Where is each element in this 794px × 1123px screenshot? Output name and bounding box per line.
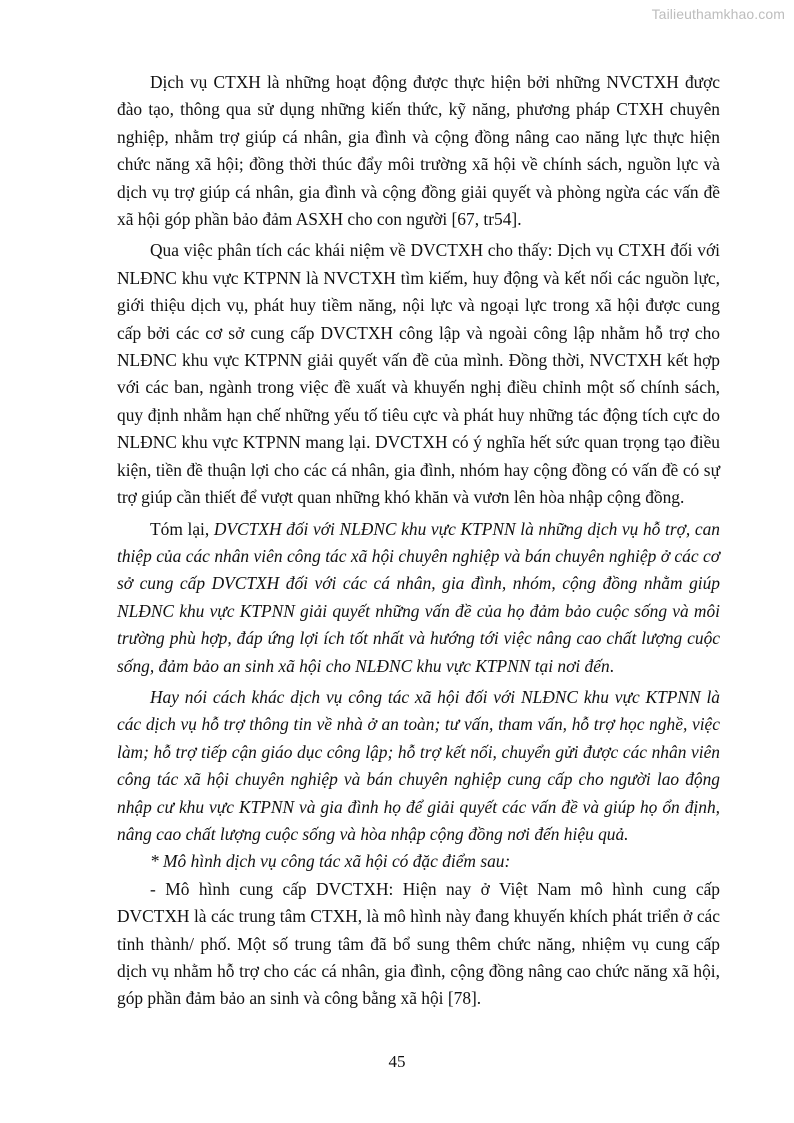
paragraph-text: - Mô hình cung cấp DVCTXH: Hiện nay ở Việt Nam mô hình cung cấp DVCTXH là các trung tâm CTXH, là mô hình này đang khuyến khích phát triển ở các tỉnh thành/ phố. Một số trung tâm đã bổ sung thêm chức năng, nhiệm vụ cung cấp dịch vụ nhằm hỗ trợ cho các cá nhân, gia đình, cộng đồng nâng cao chức năng xã hội, góp phần đảm bảo an sinh và công bằng xã hội [78]. xyxy=(117,878,720,1009)
paragraph-model-heading xyxy=(117,848,720,875)
paragraph-dvctxh-definition xyxy=(117,69,720,233)
paragraph-italic-text: * Mô hình dịch vụ công tác xã hội có đặc điểm sau: xyxy=(150,851,511,872)
paragraph-text: Qua việc phân tích các khái niệm về DVCTXH cho thấy: Dịch vụ CTXH đối với NLĐNC khu vực KTPNN là NVCTXH tìm kiếm, huy động và kết nối các nguồn lực, giới thiệu dịch vụ, phát huy tiềm năng, nội lực và ngoại lực trong xã hội được cung cấp bởi các cơ sở cung cấp DVCTXH công lập và ngoài công lập nhằm hỗ trợ cho NLĐNC khu vực KTPNN giải quyết vấn đề của mình. Đồng thời, NVCTXH kết hợp với các ban, ngành trong việc đề xuất và khuyến nghị điều chỉnh một số chính sách, quy định nhằm hạn chế những yếu tố tiêu cực và phát huy những tác động tích cực do NLĐNC khu vực KTPNN mang lại. DVCTXH có ý nghĩa hết sức quan trọng tạo điều kiện, tiền đề thuận lợi cho các cá nhân, gia đình, nhóm hay cộng đồng có vấn đề có sự trợ giúp cần thiết để vượt quan những khó khăn và vươn lên hòa nhập cộng đồng. xyxy=(117,240,720,508)
paragraph-analysis xyxy=(117,237,720,511)
paragraph-lead-text: Tóm lại, xyxy=(150,518,214,539)
paragraph-italic-text: DVCTXH đối với NLĐNC khu vực KTPNN là những dịch vụ hỗ trợ, can thiệp của các nhân viên công tác xã hội chuyên nghiệp và bán chuyên nghiệp ở các cơ sở cung cấp DVCTXH đối với các cá nhân, gia đình, nhóm, cộng đồng nhằm giúp NLĐNC khu vực KTPNN giải quyết những vấn đề của họ đảm bảo cuộc sống và môi trường phù hợp, đáp ứng lợi ích tốt nhất và hướng tới việc nâng cao chất lượng cuộc sống, đảm bảo an sinh xã hội cho NLĐNC khu vực KTPNN tại nơi đến xyxy=(117,518,720,676)
paragraph-model-description xyxy=(117,876,720,1013)
page-number: 45 xyxy=(388,1052,406,1071)
document-body xyxy=(117,69,720,1013)
paragraph-tail-text: . xyxy=(609,655,615,676)
paragraph-alternative-definition xyxy=(117,684,720,848)
paragraph-text: Dịch vụ CTXH là những hoạt động được thực hiện bởi những NVCTXH được đào tạo, thông qua sử dụng những kiến thức, kỹ năng, phương pháp CTXH chuyên nghiệp, nhằm trợ giúp cá nhân, gia đình và cộng đồng nâng cao năng lực thực hiện chức năng xã hội; đồng thời thúc đẩy môi trường xã hội về chính sách, nguồn lực và dịch vụ trợ giúp cá nhân, gia đình và cộng đồng giải quyết và phòng ngừa các vấn đề xã hội góp phần bảo đảm ASXH cho con người [67, tr54]. xyxy=(117,72,720,230)
paragraph-summary xyxy=(117,516,720,680)
watermark-text: Tailieuthamkhao.com xyxy=(651,6,785,22)
paragraph-italic-text: Hay nói cách khác dịch vụ công tác xã hội đối với NLĐNC khu vực KTPNN là các dịch vụ hỗ trợ thông tin về nhà ở an toàn; tư vấn, tham vấn, hỗ trợ học nghề, việc làm; hỗ trợ tiếp cận giáo dục công lập; hỗ trợ kết nối, chuyển gửi được các nhân viên công tác xã hội chuyên nghiệp và bán chuyên nghiệp cung cấp cho người lao động nhập cư khu vực KTPNN và gia đình họ để giải quyết các vấn đề và giúp họ ổn định, nâng cao chất lượng cuộc sống và hòa nhập cộng đồng nơi đến hiệu quả. xyxy=(117,686,720,844)
